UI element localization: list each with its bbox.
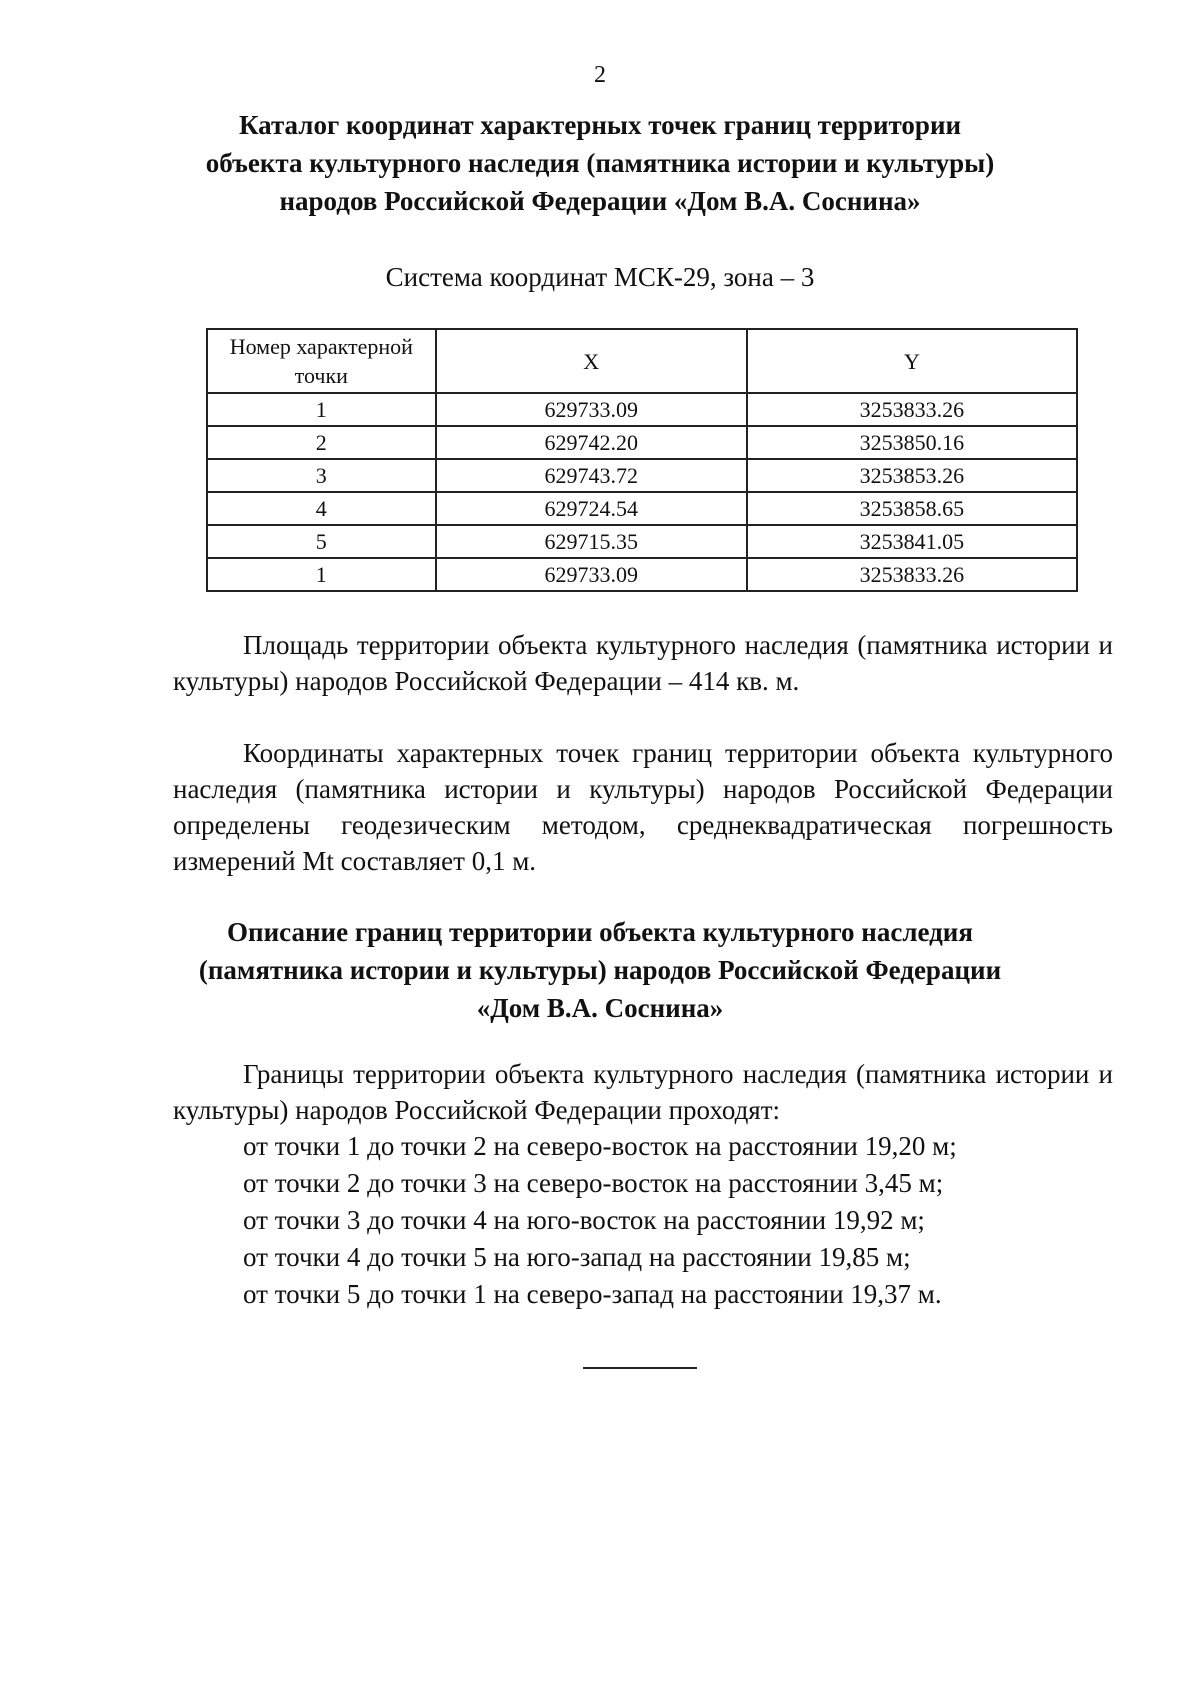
table-row	[207, 492, 1077, 525]
y-cell: 3253833.26	[747, 393, 1077, 426]
table-row	[207, 393, 1077, 426]
y-cell: 3253853.26	[747, 459, 1077, 492]
x-cell: 629715.35	[436, 525, 747, 558]
list-item: от точки 1 до точки 2 на северо-восток на расстоянии 19,20 м;	[243, 1131, 957, 1161]
coordinate-system-label: Система координат МСК-29, зона – 3	[385, 262, 815, 292]
table-row	[207, 459, 1077, 492]
title-line: объекта культурного наследия (памятника истории и культуры)	[205, 148, 995, 178]
y-cell: 3253858.65	[747, 492, 1077, 525]
x-cell: 629724.54	[436, 492, 747, 525]
boundary-segments-list	[243, 1128, 1113, 1313]
table-row	[207, 558, 1077, 591]
y-cell: 3253841.05	[747, 525, 1077, 558]
header-y: Y	[747, 329, 1077, 393]
list-item: от точки 5 до точки 1 на северо-запад на расстоянии 19,37 м.	[243, 1279, 942, 1309]
header-x: X	[436, 329, 747, 393]
x-cell: 629742.20	[436, 426, 747, 459]
list-item: от точки 2 до точки 3 на северо-восток на расстоянии 3,45 м;	[243, 1168, 944, 1198]
page-number: 2	[594, 62, 606, 88]
table-header-row	[207, 329, 1077, 393]
point-number-cell: 1	[207, 393, 436, 426]
heading-line: (памятника истории и культуры) народов Российской Федерации	[198, 955, 1002, 985]
method-paragraph: Координаты характерных точек границ территории объекта культурного наследия (памятника истории и культуры) народов Российской Федерации определены геодезическим методом, среднеквадратическая погрешность измерений Mt составляет 0,1 м.	[173, 738, 1113, 876]
heading-line: Описание границ территории объекта культурного наследия	[227, 917, 973, 947]
table-row	[207, 426, 1077, 459]
description-heading	[150, 913, 1050, 1027]
title-line: Каталог координат характерных точек границ территории	[238, 110, 962, 140]
document-title	[150, 106, 1050, 220]
x-cell: 629733.09	[436, 393, 747, 426]
title-line: народов Российской Федерации «Дом В.А. Соснина»	[279, 186, 921, 216]
header-point-number: Номер характерной точки	[207, 329, 436, 393]
y-cell: 3253833.26	[747, 558, 1077, 591]
heading-line: «Дом В.А. Соснина»	[476, 993, 724, 1023]
coordinates-table	[206, 328, 1078, 592]
point-number-cell: 4	[207, 492, 436, 525]
x-cell: 629733.09	[436, 558, 747, 591]
area-paragraph: Площадь территории объекта культурного наследия (памятника истории и культуры) народов Российской Федерации – 414 кв. м.	[173, 630, 1113, 696]
point-number-cell: 5	[207, 525, 436, 558]
x-cell: 629743.72	[436, 459, 747, 492]
table-row	[207, 525, 1077, 558]
y-cell: 3253850.16	[747, 426, 1077, 459]
boundaries-intro: Границы территории объекта культурного наследия (памятника истории и культуры) народов Российской Федерации проходят:	[173, 1059, 1113, 1125]
point-number-cell: 2	[207, 426, 436, 459]
point-number-cell: 3	[207, 459, 436, 492]
end-divider	[583, 1367, 697, 1369]
list-item: от точки 4 до точки 5 на юго-запад на расстоянии 19,85 м;	[243, 1242, 911, 1272]
list-item: от точки 3 до точки 4 на юго-восток на расстоянии 19,92 м;	[243, 1205, 925, 1235]
point-number-cell: 1	[207, 558, 436, 591]
